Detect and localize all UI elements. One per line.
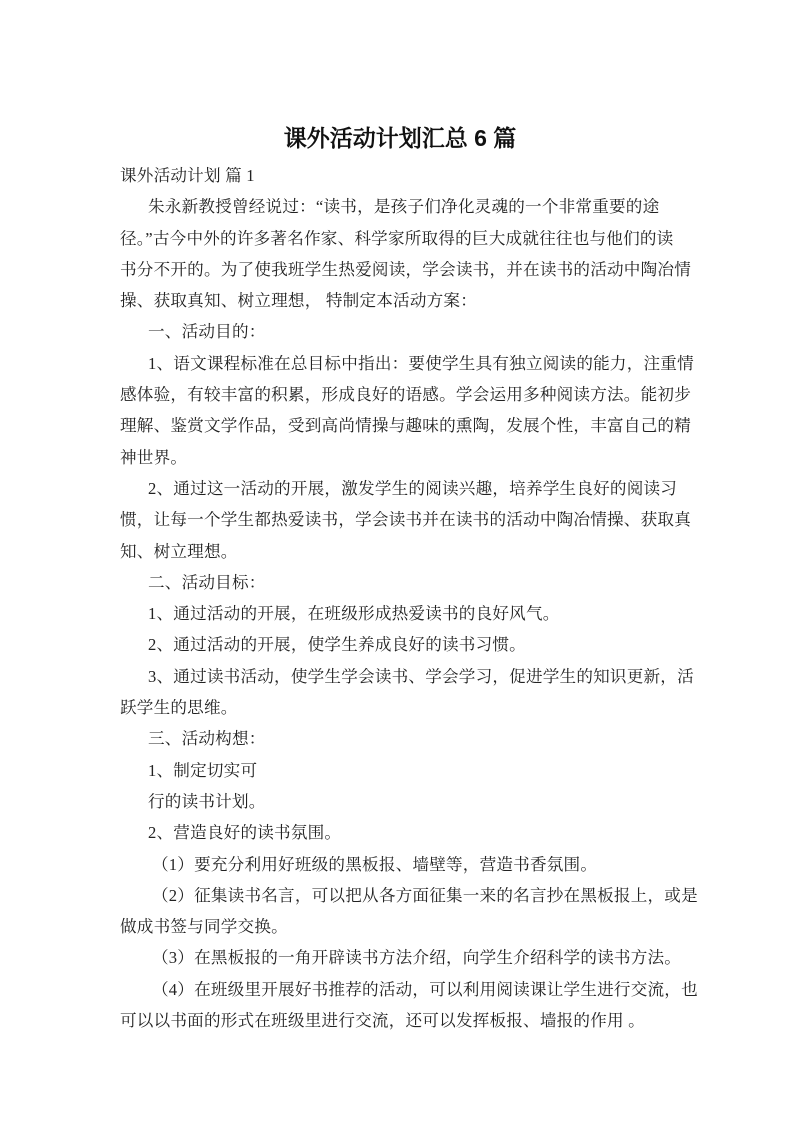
- text-line: （1）要充分利用好班级的黑板报、墙壁等，营造书香氛围。: [152, 854, 598, 874]
- text-line: 跃学生的思维。: [120, 698, 238, 718]
- text-line: 操、获取真知、树立理想， 特制定本活动方案：: [120, 291, 478, 311]
- text-line: （2）征集读书名言，可以把从各方面征集一来的名言抄在黑板报上，或是: [152, 885, 698, 905]
- text-line: （4）在班级里开展好书推荐的活动，可以利用阅读课让学生进行交流，也: [152, 979, 698, 999]
- text-line: （3）在黑板报的一角开辟读书方法介绍，向学生介绍科学的读书方法。: [152, 948, 682, 968]
- text-line: 做成书签与同学交换。: [120, 917, 288, 937]
- text-line: 理解、鉴赏文学作品，受到高尚情操与趣味的熏陶，发展个性，丰富自己的精: [120, 416, 691, 436]
- text-line: 2、通过活动的开展，使学生养成良好的读书习惯。: [148, 635, 526, 655]
- text-line: 1、通过活动的开展，在班级形成热爱读书的良好风气。: [148, 604, 560, 624]
- text-line: 一、活动目的：: [148, 322, 266, 342]
- text-line: 二、活动目标：: [148, 572, 266, 592]
- text-line: 知、树立理想。: [120, 541, 238, 561]
- text-line: 朱永新教授曾经说过：“读书，是孩子们净化灵魂的一个非常重要的途: [148, 197, 660, 217]
- section-heading: 课外活动计划 篇 1: [120, 166, 255, 185]
- text-line: 行的读书计划。: [148, 791, 266, 811]
- text-line: 神世界。: [120, 447, 188, 467]
- document-title: 课外活动计划汇总 6 篇: [283, 125, 517, 151]
- text-line: 径。”古今中外的许多著名作家、科学家所取得的巨大成就往往也与他们的读: [120, 228, 674, 248]
- text-line: 2、营造良好的读书氛围。: [148, 823, 342, 843]
- text-line: 惯，让每一个学生都热爱读书，学会读书并在读书的活动中陶冶情操、获取真: [120, 510, 691, 530]
- text-line: 书分不开的。为了使我班学生热爱阅读，学会读书，并在读书的活动中陶冶情: [120, 259, 691, 279]
- text-line: 感体验，有较丰富的积累，形成良好的语感。学会运用多种阅读方法。能初步: [120, 385, 691, 405]
- text-line: 2、通过这一活动的开展，激发学生的阅读兴趣，培养学生良好的阅读习: [148, 478, 678, 498]
- text-line: 可以以书面的形式在班级里进行交流，还可以发挥板报、墙报的作用 。: [120, 1011, 645, 1031]
- text-line: 1、语文课程标准在总目标中指出：要使学生具有独立阅读的能力，注重情: [148, 353, 694, 373]
- text-line: 三、活动构想：: [148, 729, 266, 749]
- text-line: 1、制定切实可: [148, 760, 258, 780]
- text-line: 3、通过读书活动，使学生学会读书、学会学习，促进学生的知识更新，活: [148, 666, 694, 686]
- document-body: [120, 160, 698, 1036]
